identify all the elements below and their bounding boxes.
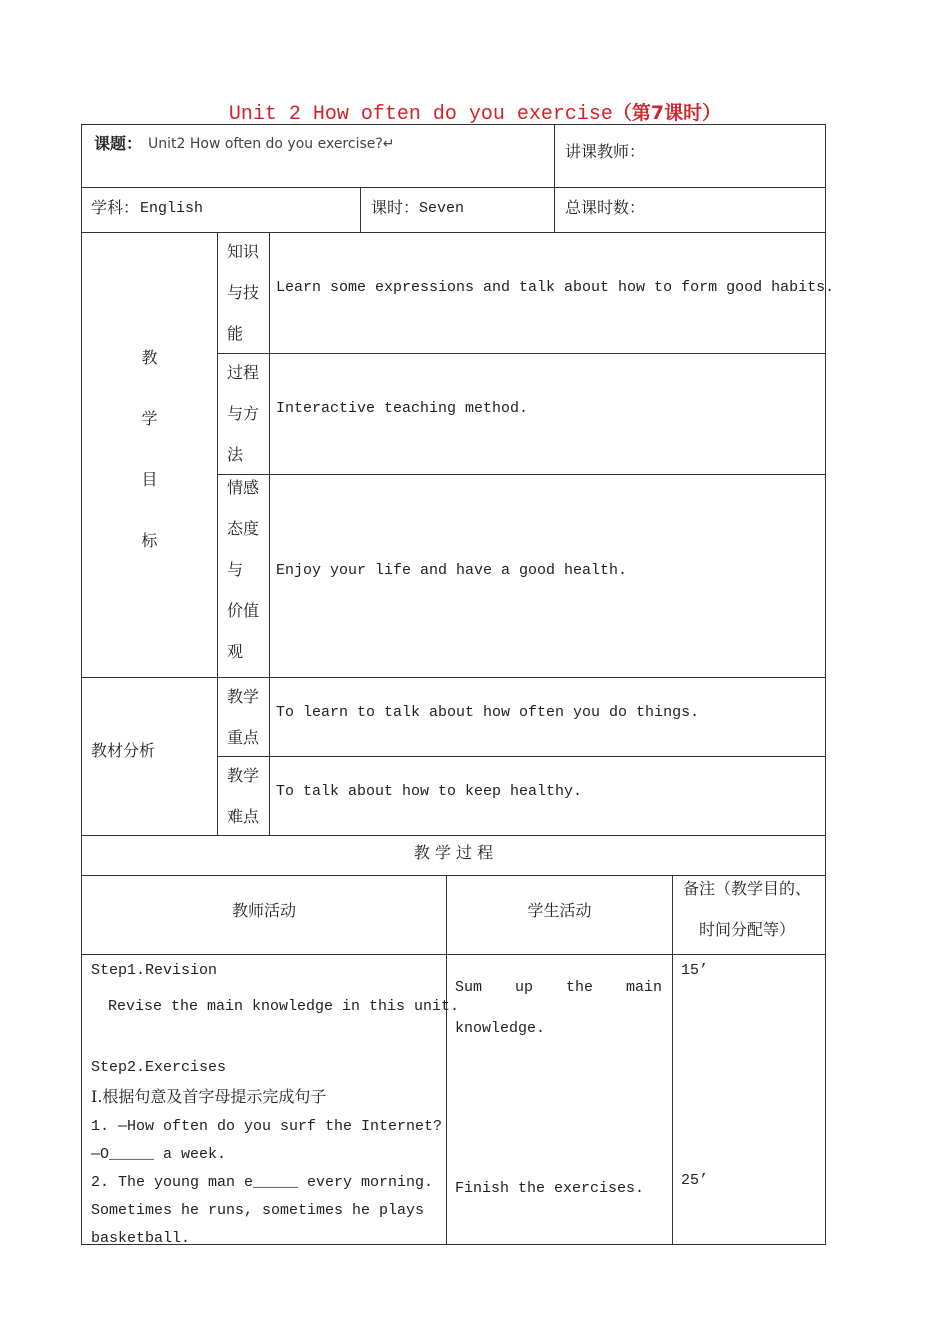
process-method-label-line-3: 法 [227,445,244,464]
difficulty-label-line-2: 难点 [227,807,260,826]
note-time-1: 15’ [681,962,709,979]
knowledge-label-line-2: 与技 [227,283,260,302]
process-header: 教 学 过 程 [413,843,494,862]
page-title-suffix: （第7课时） [612,102,722,124]
total-cell [554,187,826,233]
topic-value: Unit2 How often do you exercise?↵ [148,136,395,152]
process-method-label-line-1: 过程 [227,363,260,382]
knowledge-label-line-3: 能 [227,324,244,343]
emotion-content: Enjoy your life and have a good health. [276,562,628,579]
period-cell [360,187,555,233]
teacher-activity-header-cell [81,875,447,955]
objectives-char-2: 学 [141,409,158,428]
process-header-cell [81,835,826,876]
student-activity-1-word-4: main [625,979,662,996]
step2-title: Step2.Exercises [91,1059,227,1076]
student-activity-1-word-3: the [565,979,593,996]
emotion-label-line-5: 观 [227,642,244,661]
period-value: Seven [419,200,465,217]
process-method-content-cell [269,353,826,475]
emotion-label-line-2: 态度 [227,519,260,538]
teacher-label: 讲课教师： [565,142,646,161]
notes-header-line-2: 时间分配等） [699,920,796,939]
notes-header-line-1: 备注（教学目的、 [683,879,812,898]
emotion-label-line-3: 与 [227,560,244,579]
difficulty-label-line-1: 教学 [227,766,260,785]
subject-label: 学科： [91,198,140,217]
exercise-section-title: I.根据句意及首字母提示完成句子 [91,1087,327,1106]
note-time-2: 25’ [681,1172,709,1189]
question-1-line-1: 1. —How often do you surf the Internet? [91,1118,443,1135]
objectives-char-4: 标 [141,531,158,550]
question-1-line-2: —O_____ a week. [91,1146,227,1163]
process-method-content: Interactive teaching method. [276,400,529,417]
knowledge-label-cell [217,232,270,354]
topic-cell [81,124,555,188]
question-2-line-3: basketball. [91,1230,191,1247]
key-point-label-line-2: 重点 [227,728,260,747]
student-activity-1-word-1: Sum [455,979,483,996]
student-activity-2: Finish the exercises. [455,1180,645,1197]
subject-cell [81,187,361,233]
analysis-label: 教材分析 [91,741,156,760]
teacher-cell [554,124,826,188]
objectives-char-1: 教 [141,348,158,367]
question-2-line-2: Sometimes he runs, sometimes he plays [91,1202,425,1219]
knowledge-content-cell [269,232,835,354]
key-point-label-cell [217,677,270,757]
student-activity-cell [446,954,673,1245]
total-label: 总课时数： [565,198,646,217]
process-method-label-cell [217,353,270,475]
notes-cell [672,954,826,1245]
page-title-main: Unit 2 How often do you exercise [228,103,613,126]
student-activity-1-line-2: knowledge. [455,1020,546,1037]
analysis-label-cell [81,677,218,836]
page-title [0,98,950,126]
knowledge-label-line-1: 知识 [227,242,260,261]
teacher-activity-cell [81,954,460,1247]
difficulty-label-cell [217,756,270,836]
objectives-label-cell [81,232,218,678]
key-point-content: To learn to talk about how often you do things. [276,704,700,721]
objectives-char-3: 目 [141,470,158,489]
student-activity-1-word-2: up [514,979,533,996]
difficulty-content: To talk about how to keep healthy. [276,783,583,800]
step1-title: Step1.Revision [91,962,218,979]
emotion-label-cell [217,474,270,678]
emotion-label-line-4: 价值 [227,601,260,620]
emotion-label-line-1: 情感 [227,478,260,497]
period-label: 课时： [371,198,420,217]
student-activity-header-cell [446,875,673,955]
step1-text: Revise the main knowledge in this unit. [108,998,460,1015]
difficulty-content-cell [269,756,826,836]
question-2-line-1: 2. The young man e_____ every morning. [91,1174,434,1191]
notes-header-cell [672,875,826,955]
key-point-content-cell [269,677,826,757]
topic-label: 课题： [94,134,143,153]
subject-value: English [140,200,204,217]
key-point-label-line-1: 教学 [227,687,260,706]
student-activity-header: 学生活动 [527,901,592,920]
emotion-content-cell [269,474,826,678]
teacher-activity-header: 教师活动 [231,901,296,920]
student-activity-1-line-1 [455,977,662,998]
knowledge-content: Learn some expressions and talk about how to form good habits. [276,279,835,296]
process-method-label-line-2: 与方 [227,404,260,423]
